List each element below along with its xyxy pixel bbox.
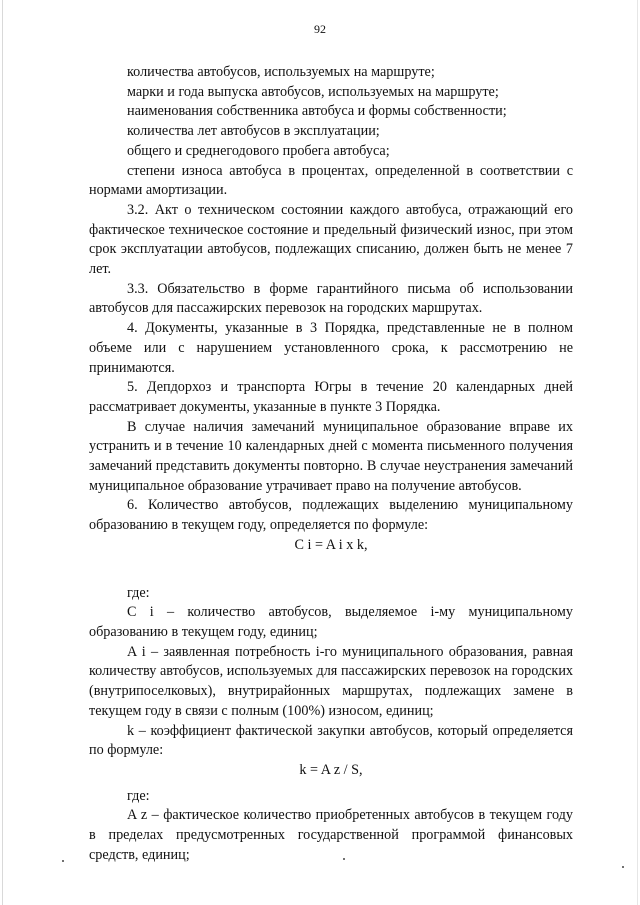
- definition: A i – заявленная потребность i-го муниципального образования, равная количеству автобусов, используемых для пассажирских перевозок на городских (внутрипоселковых), внутрирайонных маршрутах, подлежащих замене в текущем году в связи с полным (100%) износом, единиц;: [89, 643, 573, 719]
- paragraph: 3.3. Обязательство в форме гарантийного письма об использовании автобусов для пассажирских перевозок на городских маршрутах.: [89, 280, 573, 317]
- formula-k: k = A z / S,: [299, 761, 363, 778]
- where-label: где:: [127, 584, 150, 601]
- paragraph: 6. Количество автобусов, подлежащих выделению муниципальному образованию в текущем году, определяется по формуле:: [89, 497, 573, 534]
- paragraph: марки и года выпуска автобусов, используемых на маршруте;: [127, 83, 499, 100]
- paragraph: 3.2. Акт о техническом состоянии каждого автобуса, отражающий его фактическое техническое состояние и предельный физический износ, при этом срок эксплуатации автобусов, подлежащих списанию, должен быть не менее 7 лет.: [89, 201, 573, 278]
- paragraph: 5. Депдорхоз и транспорта Югры в течение 20 календарных дней рассматривает документы, указанные в пункте 3 Порядка.: [89, 379, 573, 415]
- document-body: [89, 63, 573, 865]
- definition: C i – количество автобусов, выделяемое i-му муниципальному образованию в текущем году, единиц;: [89, 604, 573, 640]
- paragraph: общего и среднегодового пробега автобуса;: [127, 142, 390, 159]
- paragraph: В случае наличия замечаний муниципальное образование вправе их устранить и в течение 10 календарных дней с момента письменного получения замечаний представить документы повторно. В случае неустранения замечаний муниципальное образование утрачивает право на получение автобусов.: [89, 418, 573, 494]
- paragraph: наименования собственника автобуса и формы собственности;: [127, 103, 507, 120]
- scan-edge-left: [2, 0, 3, 905]
- definition: k – коэффициент фактической закупки автобусов, который определяется по формуле:: [89, 722, 573, 759]
- formula-ci: C i = A i x k,: [294, 536, 368, 553]
- scan-speck: [343, 858, 345, 860]
- where-label: где:: [127, 787, 150, 804]
- paragraph: количества лет автобусов в эксплуатации;: [127, 123, 380, 140]
- paragraph: 4. Документы, указанные в 3 Порядка, представленные не в полном объеме или с нарушением установленного срока, к рассмотрению не принимаются.: [89, 320, 573, 376]
- paragraph: количества автобусов, используемых на маршруте;: [127, 64, 435, 80]
- paragraph: степени износа автобуса в процентах, определенной в соответствии с нормами амортизации.: [89, 162, 573, 199]
- scan-speck: [62, 860, 64, 862]
- scan-edge-right: [637, 0, 638, 905]
- scan-speck: [622, 866, 624, 868]
- page-number: 92: [314, 22, 326, 36]
- definition: A z – фактическое количество приобретенных автобусов в текущем году в пределах предусмотренных государственной программой финансовых средств, единиц;: [89, 807, 573, 863]
